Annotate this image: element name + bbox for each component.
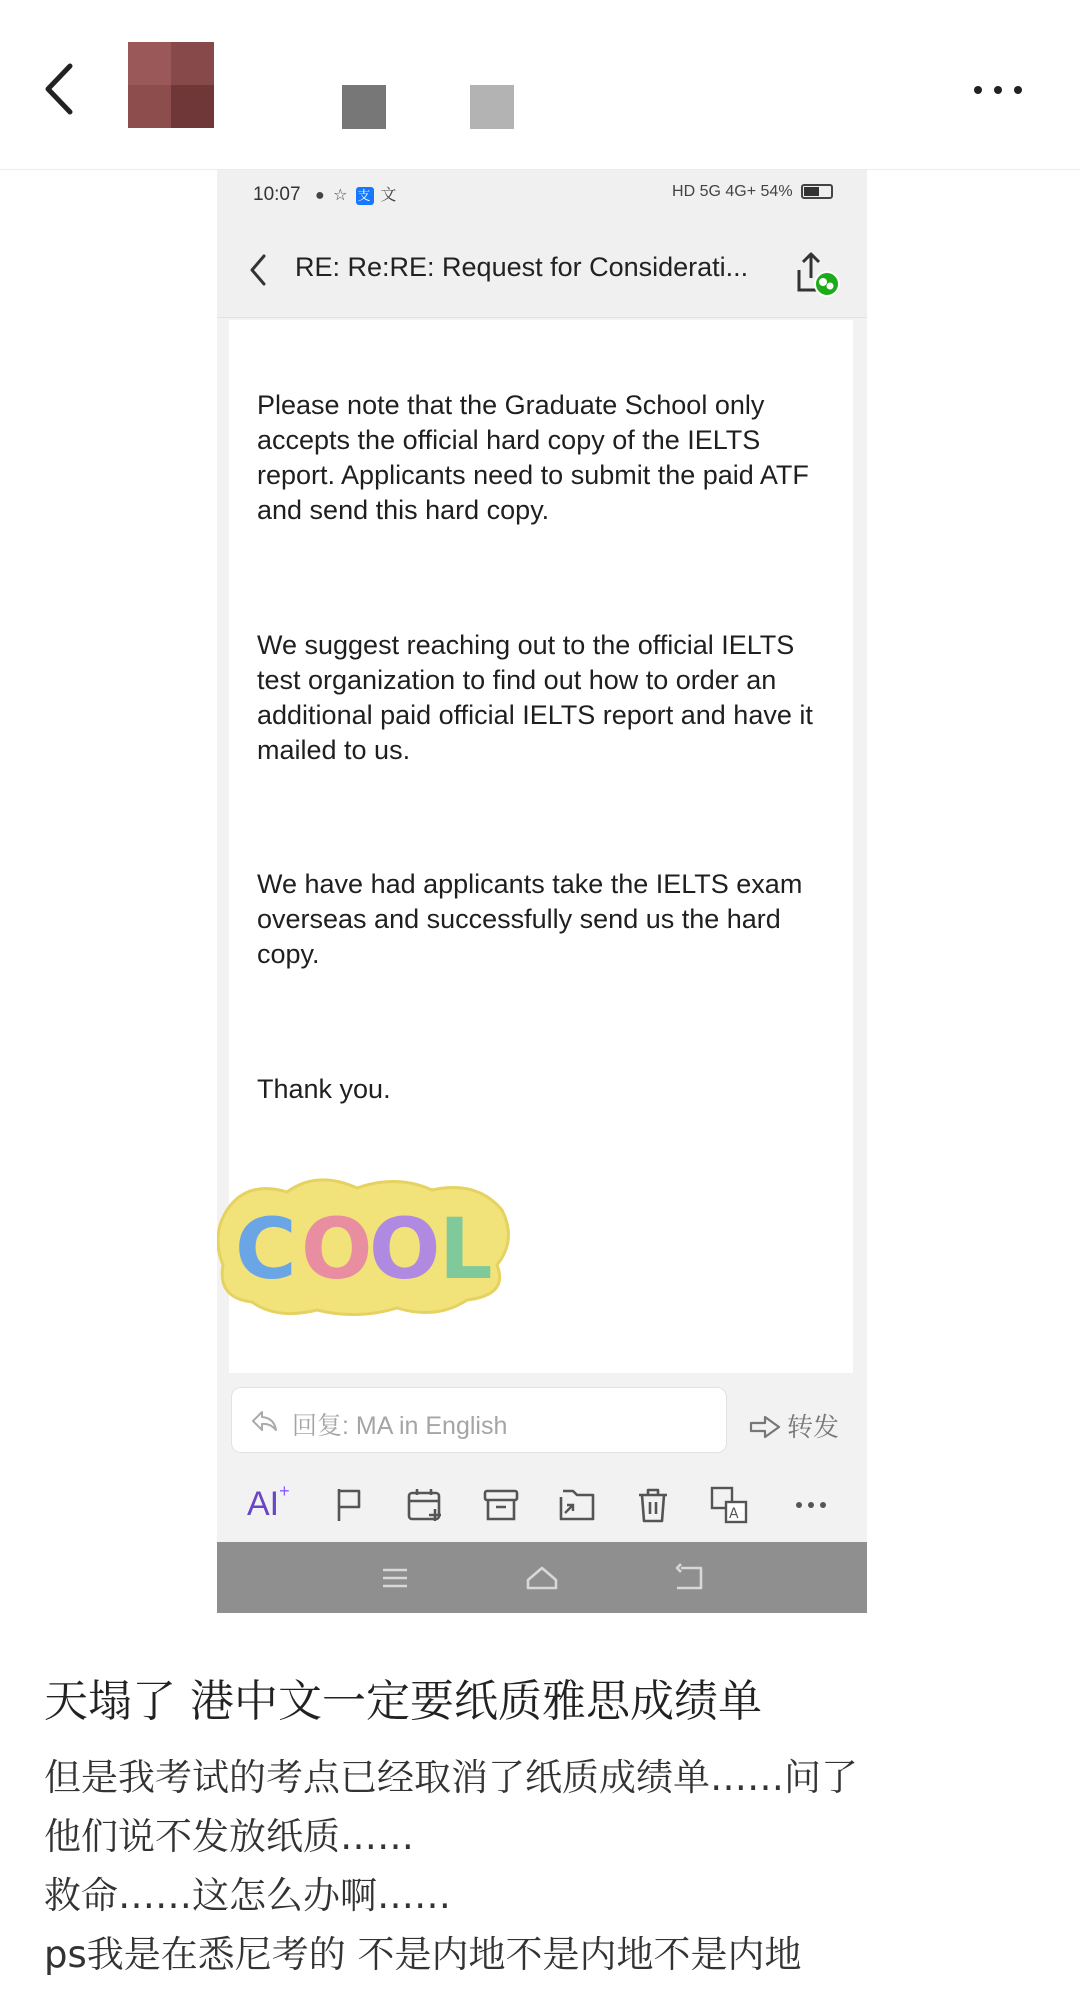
more-options-button[interactable] xyxy=(968,70,1028,110)
post-line-1: 但是我考试的考点已经取消了纸质成绩单……问了 xyxy=(44,1756,858,1799)
sticker-letter-o2: O xyxy=(369,1200,441,1298)
avatar[interactable] xyxy=(128,42,214,128)
forward-arrow-icon xyxy=(749,1415,781,1439)
sticker-letter-l: L xyxy=(439,1200,493,1298)
forward-button[interactable] xyxy=(749,1407,839,1444)
status-time: 10:07 xyxy=(253,184,301,205)
move-folder-icon[interactable] xyxy=(555,1483,599,1527)
notification-glyph-2: 文 xyxy=(380,187,399,204)
reply-icon xyxy=(250,1408,278,1434)
network-indicator: HD 5G 4G+ xyxy=(672,183,757,200)
mail-subject: RE: Re:RE: Request for Considerati... xyxy=(295,252,749,282)
chevron-left-icon xyxy=(36,58,86,120)
battery-icon xyxy=(801,184,833,199)
sticker-letter-o1: O xyxy=(301,1200,373,1298)
mail-paragraph-4: Thank you. xyxy=(257,1074,391,1104)
follow-redacted xyxy=(470,85,514,129)
back-button[interactable] xyxy=(36,58,86,120)
calendar-add-icon[interactable] xyxy=(403,1483,447,1527)
forward-label: 转发 xyxy=(787,1412,840,1442)
reply-input[interactable] xyxy=(231,1387,727,1453)
translate-icon[interactable] xyxy=(707,1483,751,1527)
reply-placeholder: 回复: MA in English xyxy=(292,1412,508,1440)
more-horizontal-icon xyxy=(968,70,1028,110)
username-redacted xyxy=(342,85,386,129)
status-bar xyxy=(217,170,867,222)
more-horizontal-icon[interactable] xyxy=(789,1483,833,1527)
android-nav-bar xyxy=(217,1542,867,1613)
svg-text:A: A xyxy=(729,1506,739,1522)
back-icon[interactable] xyxy=(669,1560,709,1596)
post-line-2: 他们说不发放纸质…… xyxy=(44,1815,414,1858)
trash-icon[interactable] xyxy=(631,1483,675,1527)
share-wechat-icon[interactable] xyxy=(789,248,841,300)
alipay-icon: 支 xyxy=(357,187,373,203)
notification-glyphs: ● ☆ xyxy=(315,187,350,204)
mail-header xyxy=(217,222,867,318)
mail-paragraph-2: We suggest reaching out to the official IELTS test organization to find out how to order an additional paid official IELTS report and have it mailed to us. xyxy=(257,630,813,765)
top-app-bar xyxy=(0,0,1080,170)
status-right xyxy=(672,183,833,201)
chevron-left-icon[interactable] xyxy=(247,252,269,288)
reply-area xyxy=(217,1373,867,1543)
post-body xyxy=(44,1748,1044,1984)
home-icon[interactable] xyxy=(522,1560,562,1596)
cool-sticker xyxy=(217,1170,517,1320)
ai-label: AI xyxy=(247,1485,280,1523)
post-line-4: ps我是在悉尼考的 不是内地不是内地不是内地 xyxy=(44,1933,802,1976)
ai-star: + xyxy=(279,1480,290,1501)
email-screenshot xyxy=(217,170,867,1613)
mail-paragraph-1: Please note that the Graduate School only accepts the official hard copy of the IELTS report. Applicants need to submit the paid ATF and send this hard copy. xyxy=(257,390,809,525)
battery-percent: 54% xyxy=(760,183,793,200)
mail-body xyxy=(229,320,853,1373)
ai-button[interactable] xyxy=(247,1480,290,1524)
battery-fill xyxy=(804,187,819,196)
mail-paragraph-3: We have had applicants take the IELTS exam overseas and successfully send us the hard copy. xyxy=(257,869,803,969)
menu-icon[interactable] xyxy=(375,1560,415,1596)
flag-icon[interactable] xyxy=(327,1483,371,1527)
post-line-3: 救命……这怎么办啊…… xyxy=(44,1874,451,1917)
sticker-letter-c: C xyxy=(235,1200,297,1298)
archive-icon[interactable] xyxy=(479,1483,523,1527)
post-title: 天塌了 港中文一定要纸质雅思成绩单 xyxy=(44,1676,762,1727)
notification-icons xyxy=(315,182,398,205)
mail-toolbar xyxy=(217,1473,867,1543)
